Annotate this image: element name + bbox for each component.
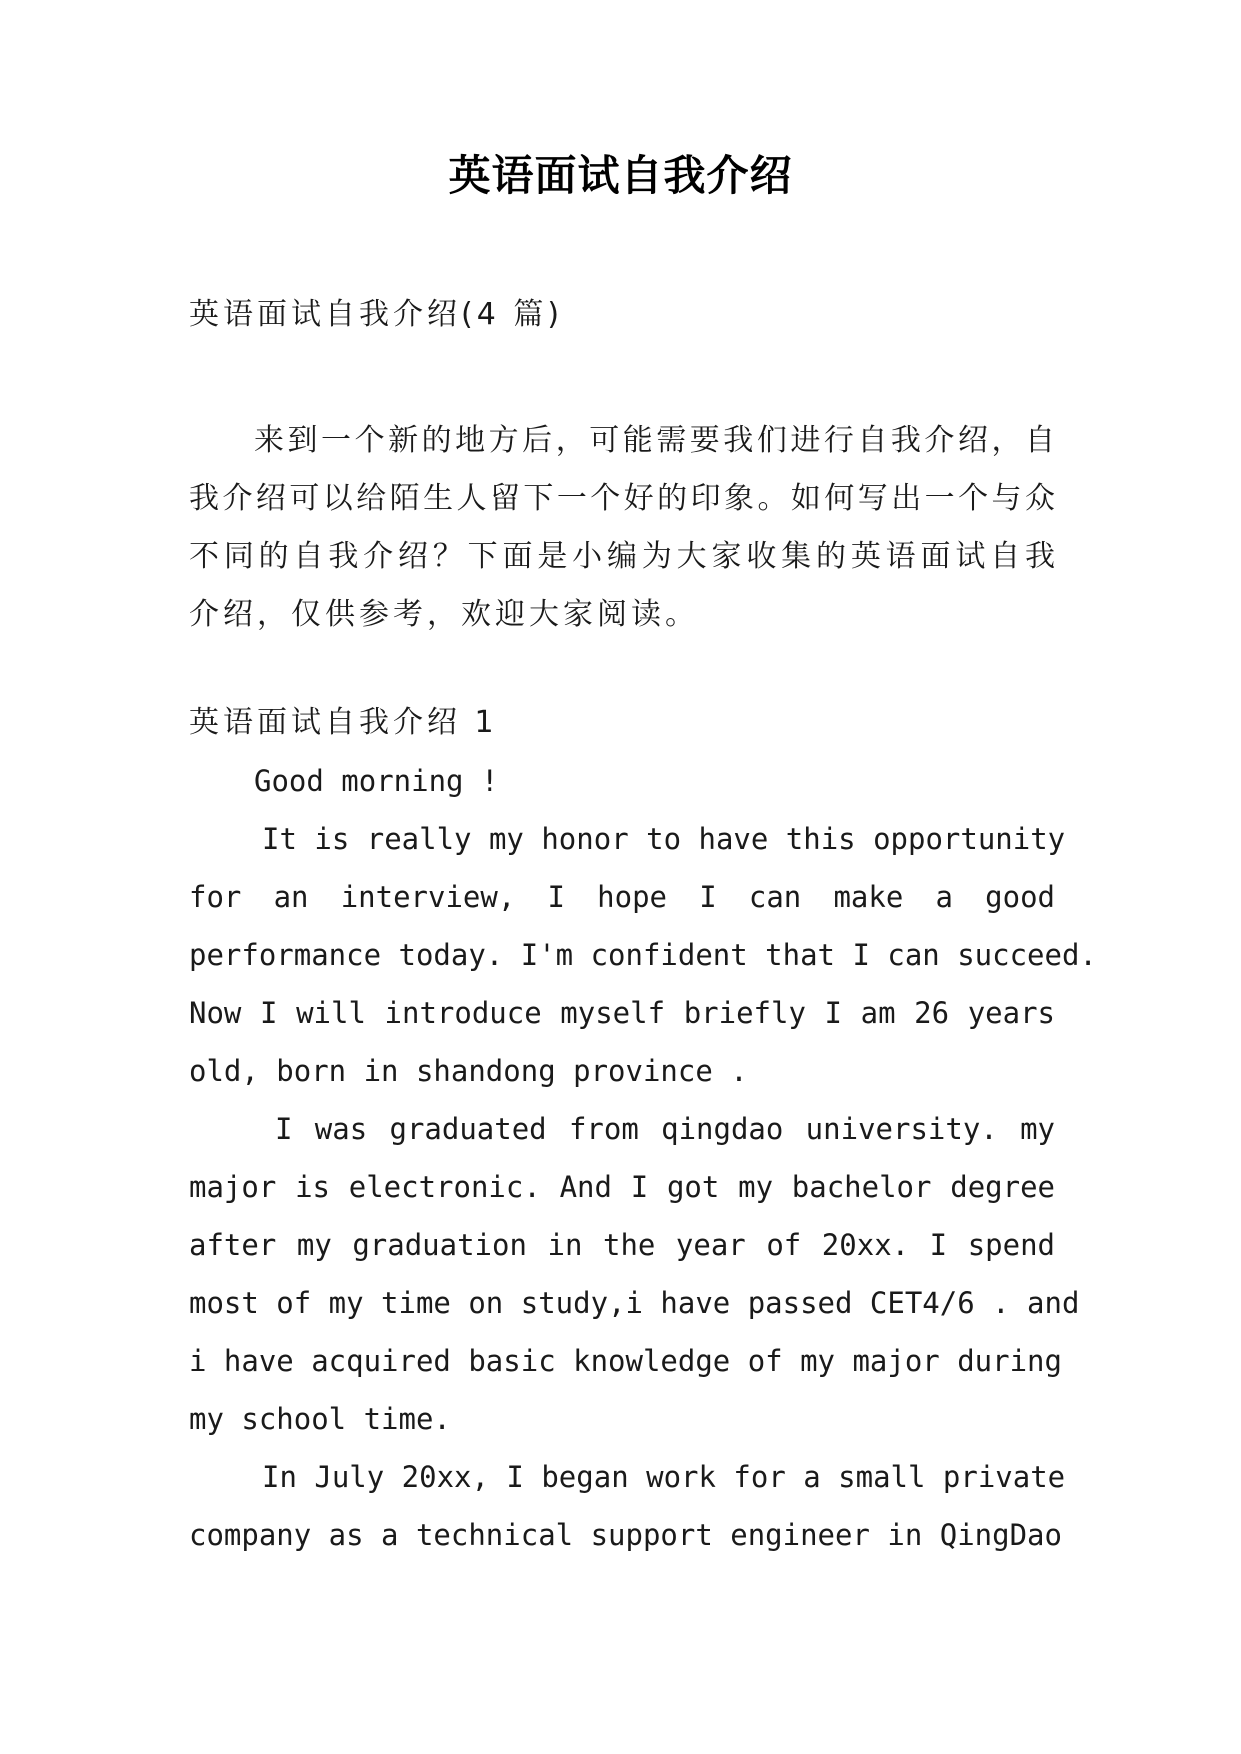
body-line: performance today. I'm confident that I can succeed. bbox=[189, 938, 1097, 972]
body-line: Good morning ! bbox=[254, 764, 499, 798]
intro-line: 介绍，仅供参考，欢迎大家阅读。 bbox=[189, 597, 699, 632]
body-line: after my graduation in the year of 20xx. I spend bbox=[189, 1228, 1055, 1262]
body-line: my school time. bbox=[189, 1402, 451, 1436]
document-subtitle: 英语面试自我介绍(4 篇) bbox=[189, 297, 564, 332]
body-line: major is electronic. And I got my bachelor degree bbox=[189, 1170, 1055, 1204]
body-line: company as a technical support engineer in QingDao bbox=[189, 1518, 1062, 1552]
intro-line: 我介绍可以给陌生人留下一个好的印象。如何写出一个与众 bbox=[189, 481, 1055, 516]
section-heading: 英语面试自我介绍 1 bbox=[189, 705, 498, 740]
body-line: Now I will introduce myself briefly I am 26 years bbox=[189, 996, 1055, 1030]
body-line: In July 20xx, I began work for a small private bbox=[262, 1460, 1066, 1494]
intro-line: 来到一个新的地方后，可能需要我们进行自我介绍，自 bbox=[254, 423, 1055, 458]
body-line: i have acquired basic knowledge of my major during bbox=[189, 1344, 1062, 1378]
body-line: I was graduated from qingdao university. my bbox=[275, 1112, 1055, 1146]
intro-line: 不同的自我介绍？下面是小编为大家收集的英语面试自我 bbox=[189, 539, 1055, 574]
body-line: most of my time on study,i have passed CET4/6 . and bbox=[189, 1286, 1080, 1320]
body-line: old, born in shandong province . bbox=[189, 1054, 748, 1088]
document-title: 英语面试自我介绍 bbox=[448, 151, 793, 200]
body-line: It is really my honor to have this opportunity bbox=[262, 822, 1066, 856]
body-line: for an interview, I hope I can make a good bbox=[189, 880, 1055, 914]
